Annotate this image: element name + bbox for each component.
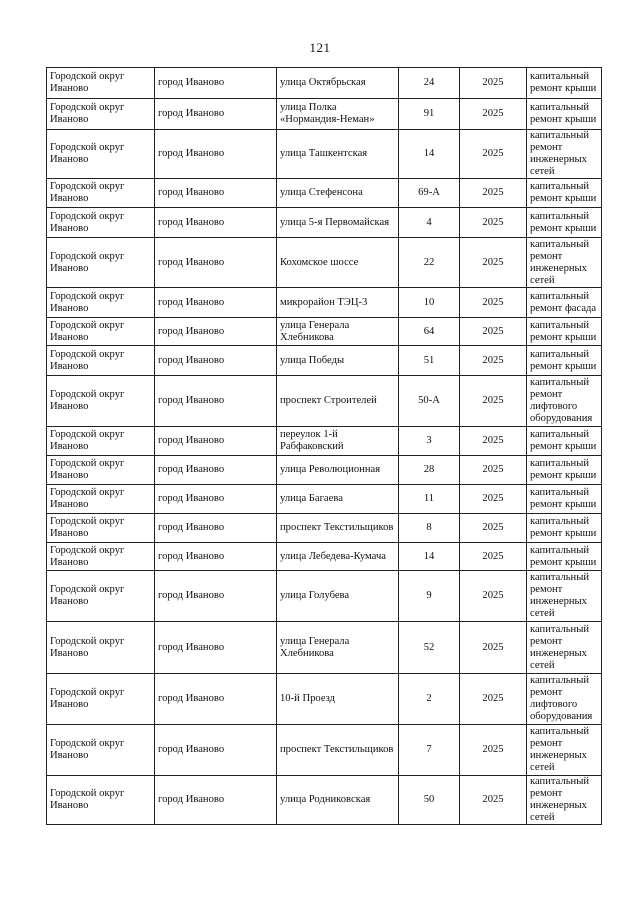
- table-row: [47, 725, 602, 776]
- table-row: [47, 427, 602, 456]
- table-row: [47, 514, 602, 543]
- district-cell: Городской округ Иваново: [47, 376, 155, 427]
- city-cell: город Иваново: [155, 376, 277, 427]
- table-row: [47, 485, 602, 514]
- district-cell: Городской округ Иваново: [47, 179, 155, 208]
- house-number-cell: 64: [399, 318, 460, 346]
- work-type-cell: капитальный ремонт фасада: [527, 288, 602, 318]
- street-cell: 10-й Проезд: [277, 674, 399, 725]
- work-type-cell: капитальный ремонт лифтового оборудования: [527, 376, 602, 427]
- year-cell: 2025: [460, 68, 527, 99]
- year-cell: 2025: [460, 427, 527, 456]
- house-number-cell: 14: [399, 130, 460, 179]
- city-cell: город Иваново: [155, 456, 277, 485]
- street-cell: улица Багаева: [277, 485, 399, 514]
- city-cell: город Иваново: [155, 208, 277, 238]
- year-cell: 2025: [460, 543, 527, 571]
- district-cell: Городской округ Иваново: [47, 571, 155, 622]
- house-number-cell: 50: [399, 776, 460, 825]
- work-type-cell: капитальный ремонт инженерных сетей: [527, 238, 602, 288]
- district-cell: Городской округ Иваново: [47, 238, 155, 288]
- city-cell: город Иваново: [155, 99, 277, 130]
- table-row: [47, 571, 602, 622]
- page-number: 121: [309, 40, 331, 55]
- city-cell: город Иваново: [155, 571, 277, 622]
- house-number-cell: 24: [399, 68, 460, 99]
- table-row: [47, 622, 602, 674]
- house-number-cell: 8: [399, 514, 460, 543]
- table-row: [47, 288, 602, 318]
- district-cell: Городской округ Иваново: [47, 776, 155, 825]
- work-type-cell: капитальный ремонт инженерных сетей: [527, 776, 602, 825]
- work-type-cell: капитальный ремонт крыши: [527, 427, 602, 456]
- work-type-cell: капитальный ремонт крыши: [527, 179, 602, 208]
- house-number-cell: 3: [399, 427, 460, 456]
- table-row: [47, 99, 602, 130]
- house-number-cell: 7: [399, 725, 460, 776]
- year-cell: 2025: [460, 776, 527, 825]
- city-cell: город Иваново: [155, 543, 277, 571]
- city-cell: город Иваново: [155, 179, 277, 208]
- district-cell: Городской округ Иваново: [47, 130, 155, 179]
- table-row: [47, 208, 602, 238]
- street-cell: улица Генерала Хлебникова: [277, 622, 399, 674]
- street-cell: улица Родниковская: [277, 776, 399, 825]
- year-cell: 2025: [460, 485, 527, 514]
- street-cell: улица Генерала Хлебникова: [277, 318, 399, 346]
- year-cell: 2025: [460, 238, 527, 288]
- year-cell: 2025: [460, 99, 527, 130]
- city-cell: город Иваново: [155, 514, 277, 543]
- work-type-cell: капитальный ремонт крыши: [527, 208, 602, 238]
- street-cell: проспект Текстильщиков: [277, 725, 399, 776]
- street-cell: Кохомское шоссе: [277, 238, 399, 288]
- table-row: [47, 674, 602, 725]
- district-cell: Городской округ Иваново: [47, 99, 155, 130]
- work-type-cell: капитальный ремонт крыши: [527, 68, 602, 99]
- street-cell: проспект Строителей: [277, 376, 399, 427]
- work-type-cell: капитальный ремонт крыши: [527, 99, 602, 130]
- work-type-cell: капитальный ремонт лифтового оборудования: [527, 674, 602, 725]
- district-cell: Городской округ Иваново: [47, 674, 155, 725]
- street-cell: переулок 1-й Рабфаковский: [277, 427, 399, 456]
- year-cell: 2025: [460, 456, 527, 485]
- year-cell: 2025: [460, 288, 527, 318]
- city-cell: город Иваново: [155, 427, 277, 456]
- table-row: [47, 456, 602, 485]
- work-type-cell: капитальный ремонт крыши: [527, 318, 602, 346]
- table-row: [47, 179, 602, 208]
- district-cell: Городской округ Иваново: [47, 485, 155, 514]
- year-cell: 2025: [460, 514, 527, 543]
- district-cell: Городской округ Иваново: [47, 208, 155, 238]
- year-cell: 2025: [460, 208, 527, 238]
- street-cell: улица Ташкентская: [277, 130, 399, 179]
- house-number-cell: 4: [399, 208, 460, 238]
- year-cell: 2025: [460, 179, 527, 208]
- city-cell: город Иваново: [155, 622, 277, 674]
- work-type-cell: капитальный ремонт инженерных сетей: [527, 571, 602, 622]
- year-cell: 2025: [460, 130, 527, 179]
- repair-schedule-table: [46, 67, 602, 825]
- table-row: [47, 68, 602, 99]
- district-cell: Городской округ Иваново: [47, 427, 155, 456]
- street-cell: улица Голубева: [277, 571, 399, 622]
- year-cell: 2025: [460, 622, 527, 674]
- work-type-cell: капитальный ремонт крыши: [527, 456, 602, 485]
- street-cell: улица 5-я Первомайская: [277, 208, 399, 238]
- work-type-cell: капитальный ремонт инженерных сетей: [527, 130, 602, 179]
- table-row: [47, 376, 602, 427]
- street-cell: улица Революционная: [277, 456, 399, 485]
- city-cell: город Иваново: [155, 725, 277, 776]
- house-number-cell: 51: [399, 346, 460, 376]
- year-cell: 2025: [460, 346, 527, 376]
- house-number-cell: 52: [399, 622, 460, 674]
- street-cell: улица Октябрьская: [277, 68, 399, 99]
- table-row: [47, 318, 602, 346]
- district-cell: Городской округ Иваново: [47, 68, 155, 99]
- street-cell: улица Лебедева-Кумача: [277, 543, 399, 571]
- city-cell: город Иваново: [155, 776, 277, 825]
- table-row: [47, 238, 602, 288]
- district-cell: Городской округ Иваново: [47, 288, 155, 318]
- house-number-cell: 91: [399, 99, 460, 130]
- year-cell: 2025: [460, 674, 527, 725]
- city-cell: город Иваново: [155, 318, 277, 346]
- street-cell: улица Победы: [277, 346, 399, 376]
- district-cell: Городской округ Иваново: [47, 514, 155, 543]
- table-row: [47, 543, 602, 571]
- district-cell: Городской округ Иваново: [47, 318, 155, 346]
- year-cell: 2025: [460, 571, 527, 622]
- street-cell: улица Стефенсона: [277, 179, 399, 208]
- work-type-cell: капитальный ремонт крыши: [527, 485, 602, 514]
- table-body: [47, 68, 602, 825]
- district-cell: Городской округ Иваново: [47, 456, 155, 485]
- city-cell: город Иваново: [155, 238, 277, 288]
- city-cell: город Иваново: [155, 346, 277, 376]
- house-number-cell: 28: [399, 456, 460, 485]
- street-cell: микрорайон ТЭЦ-3: [277, 288, 399, 318]
- house-number-cell: 11: [399, 485, 460, 514]
- table-row: [47, 776, 602, 825]
- district-cell: Городской округ Иваново: [47, 725, 155, 776]
- city-cell: город Иваново: [155, 130, 277, 179]
- year-cell: 2025: [460, 725, 527, 776]
- city-cell: город Иваново: [155, 485, 277, 514]
- house-number-cell: 2: [399, 674, 460, 725]
- house-number-cell: 9: [399, 571, 460, 622]
- work-type-cell: капитальный ремонт крыши: [527, 514, 602, 543]
- work-type-cell: капитальный ремонт инженерных сетей: [527, 622, 602, 674]
- street-cell: проспект Текстильщиков: [277, 514, 399, 543]
- city-cell: город Иваново: [155, 288, 277, 318]
- house-number-cell: 22: [399, 238, 460, 288]
- work-type-cell: капитальный ремонт крыши: [527, 543, 602, 571]
- street-cell: улица Полка «Нормандия-Неман»: [277, 99, 399, 130]
- table-row: [47, 346, 602, 376]
- district-cell: Городской округ Иваново: [47, 346, 155, 376]
- city-cell: город Иваново: [155, 674, 277, 725]
- house-number-cell: 10: [399, 288, 460, 318]
- work-type-cell: капитальный ремонт крыши: [527, 346, 602, 376]
- house-number-cell: 50-А: [399, 376, 460, 427]
- work-type-cell: капитальный ремонт инженерных сетей: [527, 725, 602, 776]
- year-cell: 2025: [460, 318, 527, 346]
- year-cell: 2025: [460, 376, 527, 427]
- district-cell: Городской округ Иваново: [47, 543, 155, 571]
- district-cell: Городской округ Иваново: [47, 622, 155, 674]
- house-number-cell: 69-А: [399, 179, 460, 208]
- city-cell: город Иваново: [155, 68, 277, 99]
- table-row: [47, 130, 602, 179]
- house-number-cell: 14: [399, 543, 460, 571]
